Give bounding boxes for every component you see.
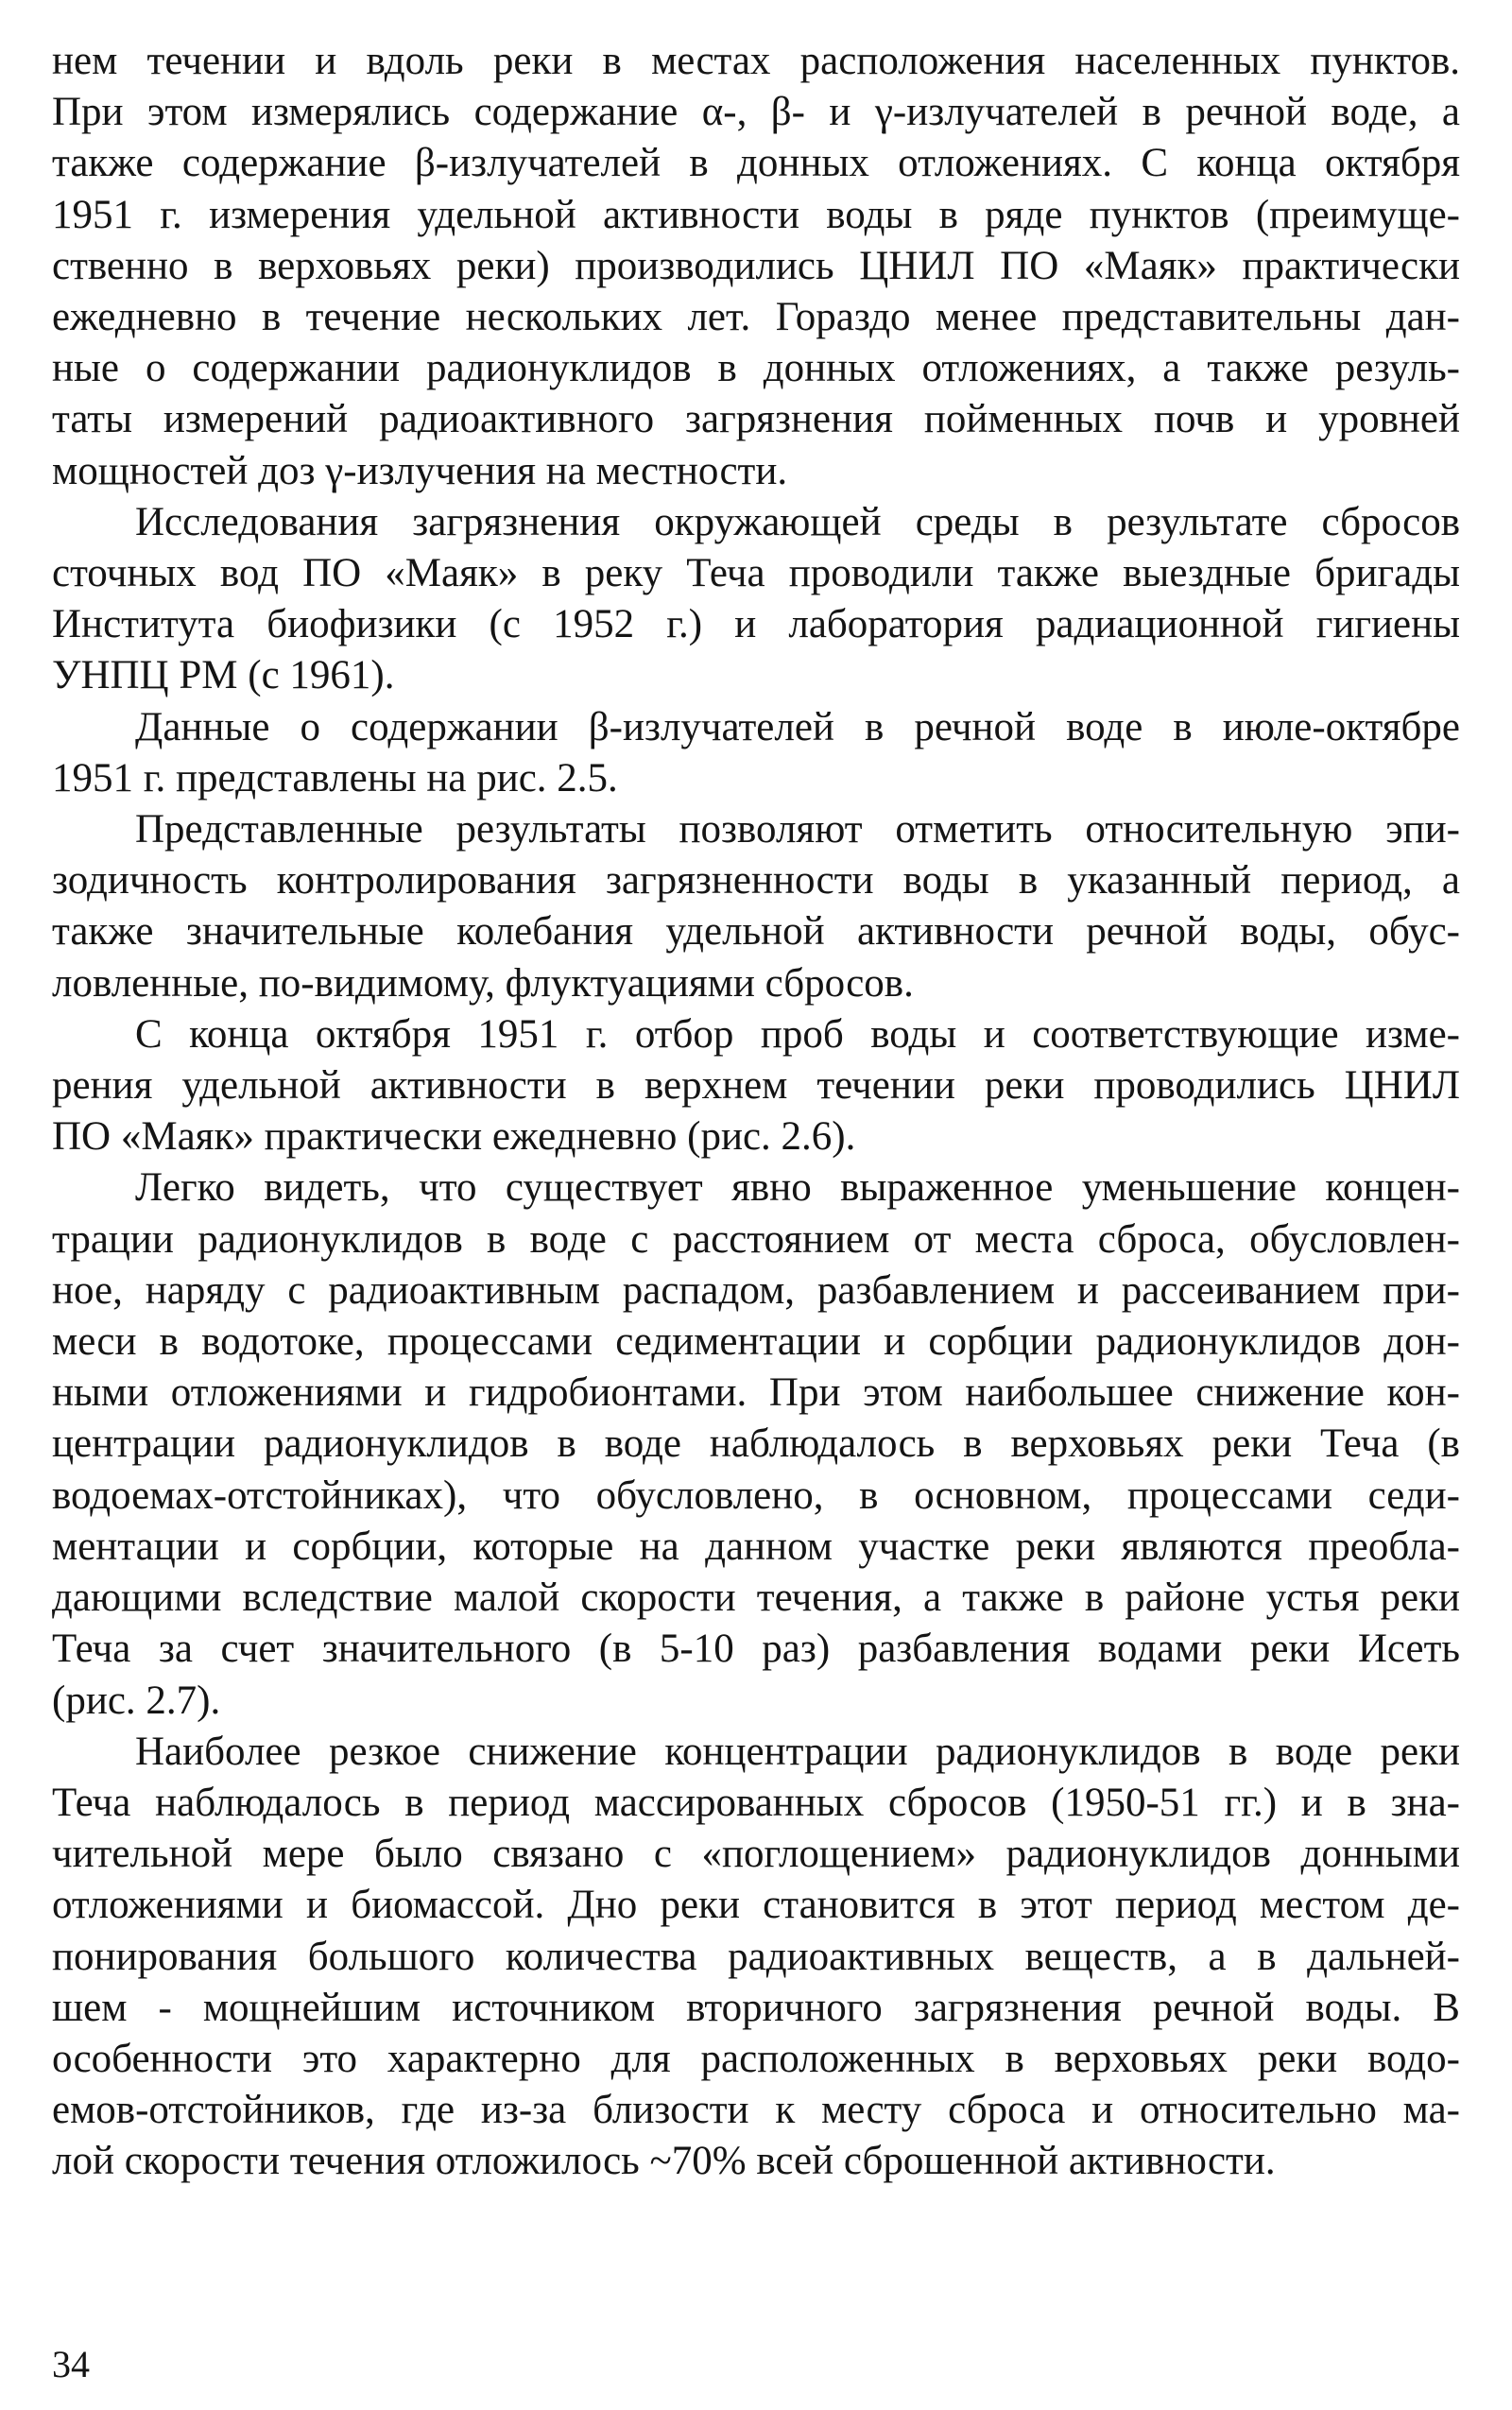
text-line: таты измерений радиоактивного загрязнения пойменных почв и уровней (52, 397, 1460, 442)
text-line: Теча за счет значительного (в 5-10 раз) разбавления водами реки Исеть (52, 1627, 1460, 1672)
text-line: понирования большого количества радиоактивных веществ, а в дальней- (52, 1934, 1460, 1979)
text-line: Наиболее резкое снижение концентрации радионуклидов в воде реки (135, 1729, 1460, 1774)
text-line: (рис. 2.7). (52, 1678, 221, 1723)
text-line: ственно в верховьях реки) производились ЦНИЛ ПО «Маяк» практически (52, 243, 1460, 288)
text-line: ментации и сорбции, которые на данном участке реки являются преобла- (52, 1523, 1460, 1569)
text-line: трации радионуклидов в воде с расстоянием от места сброса, обусловлен- (52, 1216, 1460, 1262)
paragraph-6 (52, 1162, 1460, 1726)
text-line: дающими вследствие малой скорости течения, а также в районе устья реки (52, 1575, 1460, 1621)
text-line: сточных вод ПО «Маяк» в реку Теча проводили также выездные бригады (52, 551, 1460, 596)
text-line: Представленные результаты позволяют отметить относительную эпи- (135, 807, 1460, 852)
text-line: также содержание β-излучателей в донных отложениях. С конца октября (52, 141, 1460, 186)
text-line: С конца октября 1951 г. отбор проб воды и соответствующие изме- (135, 1011, 1460, 1057)
text-line: ное, наряду с радиоактивным распадом, разбавлением и рассеиванием при- (52, 1267, 1460, 1313)
text-line: лой скорости течения отложилось ~70% всей сброшенной активности. (52, 2139, 1276, 2184)
text-line: ловленные, по-видимому, флуктуациями сбросов. (52, 960, 914, 1006)
text-line: особенности это характерно для расположенных в верховьях реки водо- (52, 2036, 1460, 2081)
text-line: шем - мощнейшим источником вторичного загрязнения речной воды. В (52, 1985, 1460, 2030)
text-line: Легко видеть, что существует явно выраженное уменьшение концен- (135, 1165, 1460, 1211)
text-line: ПО «Маяк» практически ежедневно (рис. 2.6). (52, 1114, 856, 1160)
text-line: емов-отстойников, где из-за близости к месту сброса и относительно ма- (52, 2088, 1460, 2133)
text-line: УНПЦ РМ (с 1961). (52, 653, 395, 698)
text-line: Исследования загрязнения окружающей среды в результате сбросов (135, 499, 1460, 544)
text-line: рения удельной активности в верхнем течении реки проводились ЦНИЛ (52, 1063, 1460, 1109)
paragraph-2 (52, 497, 1460, 702)
text-line: также значительные колебания удельной активности речной воды, обус- (52, 909, 1460, 955)
text-line: отложениями и биомассой. Дно реки становится в этот период местом де- (52, 1883, 1460, 1928)
text-line: Института биофизики (с 1952 г.) и лаборатория радиационной гигиены (52, 602, 1460, 647)
text-line: Данные о содержании β-излучателей в речной воде в июле-октябре (135, 704, 1460, 749)
text-line: центрации радионуклидов в воде наблюдалось в верховьях реки Теча (в (52, 1421, 1460, 1467)
paragraph-3 (52, 702, 1460, 804)
paragraph-5 (52, 1009, 1460, 1163)
paragraph-4 (52, 804, 1460, 1009)
text-line: 1951 г. представлены на рис. 2.5. (52, 755, 618, 800)
text-line: меси в водотоке, процессами седиментации и сорбции радионуклидов дон- (52, 1319, 1460, 1365)
text-line: водоемах-отстойниках), что обусловлено, в основном, процессами седи- (52, 1472, 1460, 1518)
paragraph-1 (52, 36, 1460, 497)
page-number: 34 (52, 2343, 90, 2385)
paragraph-7 (52, 1727, 1460, 2188)
text-line: 1951 г. измерения удельной активности воды в ряде пунктов (преимуще- (52, 192, 1460, 237)
text-line: ежедневно в течение нескольких лет. Гораздо менее представительны дан- (52, 295, 1460, 340)
text-line: нем течении и вдоль реки в местах расположения населенных пунктов. (52, 39, 1460, 83)
page-body (52, 36, 1460, 2188)
text-line: При этом измерялись содержание α-, β- и γ-излучателей в речной воде, а (52, 90, 1460, 135)
text-line: чительной мере было связано с «поглощением» радионуклидов донными (52, 1832, 1460, 1877)
text-line: зодичность контролирования загрязненности воды в указанный период, а (52, 858, 1460, 904)
text-line: Теча наблюдалось в период массированных сбросов (1950-51 гг.) и в зна- (52, 1780, 1460, 1825)
text-line: мощностей доз γ-излучения на местности. (52, 448, 788, 493)
text-line: ные о содержании радионуклидов в донных отложениях, а также резуль- (52, 346, 1460, 391)
text-line: ными отложениями и гидробионтами. При этом наибольшее снижение кон- (52, 1370, 1460, 1416)
